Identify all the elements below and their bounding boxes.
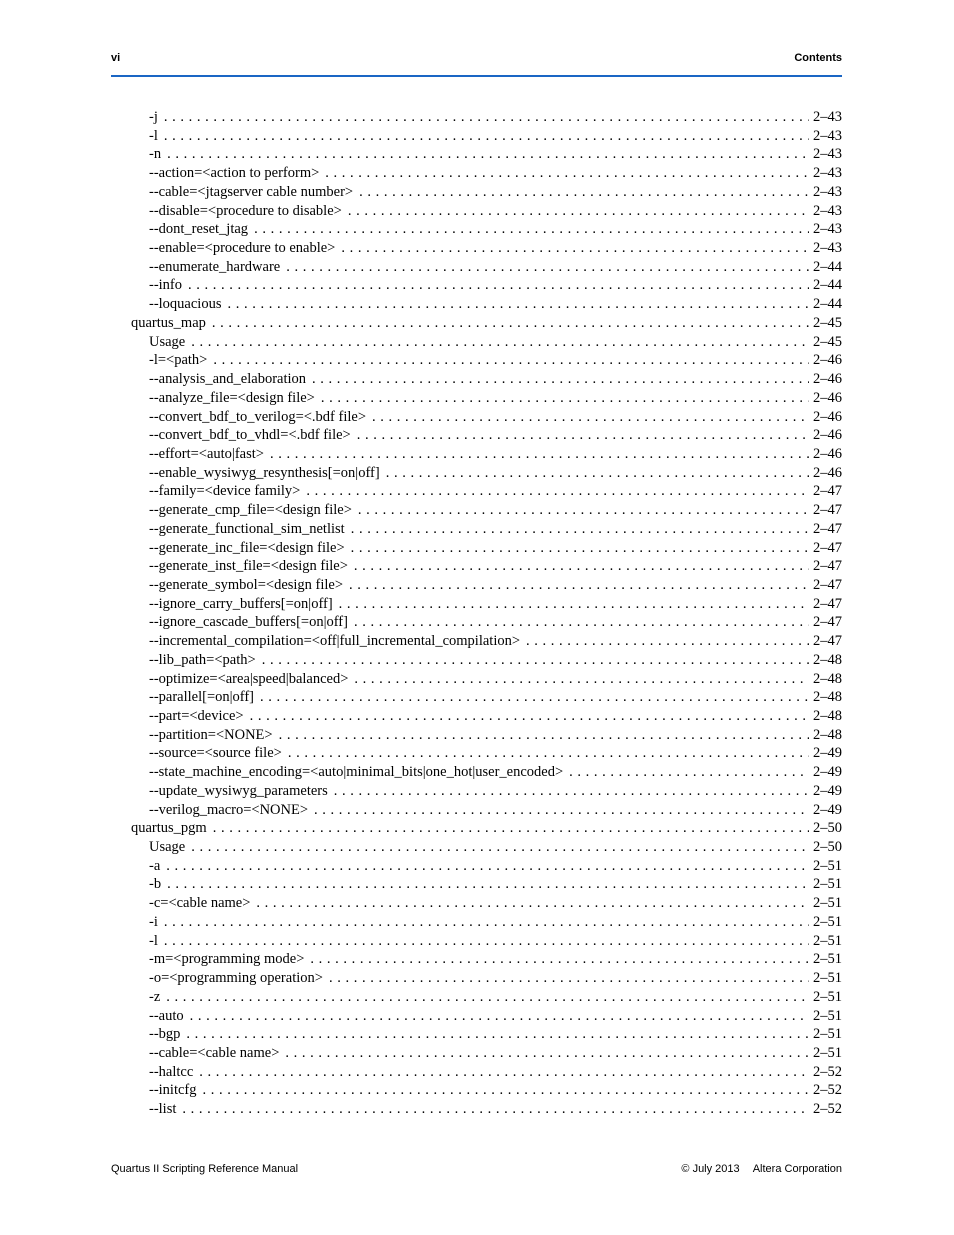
toc-entry-page: 2–43	[813, 221, 842, 238]
dot-leader	[213, 819, 809, 838]
section-title: Contents	[794, 52, 842, 64]
toc-entry[interactable]	[111, 295, 842, 314]
toc-entry-label: --parallel[=on|off]	[149, 689, 255, 706]
toc-entry-label: --ignore_cascade_buffers[=on|off]	[149, 614, 348, 631]
toc-entry-label: --part=<device>	[149, 708, 244, 724]
dot-leader	[254, 220, 809, 239]
dot-leader	[199, 1063, 809, 1082]
toc-entry[interactable]	[111, 426, 842, 445]
toc-entry-label: --cable=<jtagserver cable number>	[149, 183, 354, 200]
footer-date: © July 2013	[681, 1163, 740, 1175]
toc-entry[interactable]	[111, 726, 842, 745]
toc-entry-page: 2–43	[813, 146, 842, 163]
toc-entry-page: 2–48	[813, 726, 842, 743]
toc-entry-page: 2–43	[813, 183, 842, 200]
toc-entry-label: --optimize=<area|speed|balanced>	[149, 670, 349, 687]
toc-entry-label: --convert_bdf_to_vhdl=<.bdf file>	[149, 427, 351, 444]
toc-entry-label: --enable=<procedure to enable>	[149, 240, 336, 257]
toc-entry-page: 2–43	[813, 109, 842, 125]
toc-entry-label: --list	[149, 1101, 177, 1118]
toc-entry-label: quartus_map	[131, 314, 206, 331]
toc-entry-label: --analyze_file=<design file>	[149, 389, 315, 406]
toc-entry-label: --incremental_compilation=<off|full_incremental_compilation>	[149, 633, 521, 650]
toc-entry-label: -m=<programming mode>	[149, 951, 305, 968]
toc-entry-label: quartus_pgm	[131, 820, 207, 837]
toc-entry-page: 2–45	[813, 333, 842, 350]
toc-entry[interactable]	[111, 913, 842, 932]
toc-entry[interactable]	[111, 127, 842, 146]
toc-entry[interactable]	[111, 239, 842, 258]
dot-leader	[569, 763, 809, 782]
toc-entry[interactable]	[111, 202, 842, 221]
toc-entry-label: -z	[149, 988, 161, 1005]
dot-leader	[213, 351, 809, 370]
toc-entry[interactable]	[111, 670, 842, 689]
toc-entry[interactable]	[111, 557, 842, 576]
toc-entry-page: 2–46	[813, 389, 842, 406]
toc-entry-label: -i	[149, 913, 158, 930]
toc-entry-page: 2–49	[813, 801, 842, 818]
dot-leader	[372, 408, 809, 427]
toc-entry-label: -l=<path>	[149, 352, 208, 369]
toc-entry[interactable]	[111, 894, 842, 913]
toc-entry[interactable]	[111, 632, 842, 651]
toc-entry[interactable]	[111, 482, 842, 501]
toc-entry[interactable]	[111, 969, 842, 988]
toc-entry-label: --lib_path=<path>	[149, 651, 256, 668]
dot-leader	[270, 445, 809, 464]
toc-entry-label: Usage	[149, 839, 186, 856]
toc-entry-page: 2–47	[813, 633, 842, 650]
toc-entry-page: 2–44	[813, 258, 842, 275]
toc-entry[interactable]	[111, 819, 842, 838]
toc-entry-label: Usage	[149, 333, 186, 350]
toc-entry-label: --initcfg	[149, 1082, 197, 1099]
toc-entry-label: --analysis_and_elaboration	[149, 371, 307, 388]
toc-entry-label: -l	[149, 932, 158, 949]
toc-entry[interactable]	[111, 801, 842, 820]
dot-leader	[386, 464, 809, 483]
page-number: vi	[111, 52, 121, 64]
dot-leader	[250, 707, 809, 726]
toc-entry-label: --info	[149, 277, 183, 294]
dot-leader	[191, 333, 809, 352]
toc-entry[interactable]	[111, 988, 842, 1007]
toc-entry[interactable]	[111, 1007, 842, 1026]
toc-entry-page: 2–48	[813, 708, 842, 724]
toc-entry-page: 2–47	[813, 558, 842, 575]
manual-title: Quartus II Scripting Reference Manual	[111, 1163, 299, 1175]
toc-entry-page: 2–44	[813, 277, 842, 294]
toc-entry-label: -a	[149, 857, 161, 874]
toc-entry-label: --convert_bdf_to_verilog=<.bdf file>	[149, 408, 366, 425]
toc-entry[interactable]	[111, 1025, 842, 1044]
toc-entry[interactable]	[111, 501, 842, 520]
footer-meta	[681, 1163, 842, 1175]
dot-leader	[190, 1007, 809, 1026]
dot-leader	[312, 370, 809, 389]
dot-leader	[166, 988, 809, 1007]
toc-entry[interactable]	[111, 220, 842, 239]
toc-entry-page: 2–48	[813, 670, 842, 687]
toc-entry[interactable]	[111, 445, 842, 464]
toc-entry-label: --generate_functional_sim_netlist	[149, 520, 345, 537]
dot-leader	[191, 838, 809, 857]
toc-entry-page: 2–47	[813, 614, 842, 631]
toc-entry[interactable]	[111, 1100, 842, 1119]
dot-leader	[186, 1025, 809, 1044]
dot-leader	[182, 1100, 809, 1119]
toc-entry-page: 2–47	[813, 576, 842, 593]
toc-entry-label: --disable=<procedure to disable>	[149, 202, 342, 219]
toc-entry-label: -n	[149, 146, 162, 163]
toc-entry-page: 2–51	[813, 895, 842, 912]
toc-entry-page: 2–51	[813, 951, 842, 968]
dot-leader	[164, 108, 809, 127]
dot-leader	[329, 969, 809, 988]
toc-entry-page: 2–52	[813, 1063, 842, 1080]
toc-entry[interactable]	[111, 333, 842, 352]
toc-entry-page: 2–51	[813, 857, 842, 874]
toc-entry-label: --generate_cmp_file=<design file>	[149, 502, 352, 519]
toc-entry-label: --enable_wysiwyg_resynthesis[=on|off]	[149, 464, 380, 481]
dot-leader	[164, 932, 809, 951]
toc-entry-page: 2–46	[813, 464, 842, 481]
toc-entry-label: --family=<device family>	[149, 483, 301, 500]
dot-leader	[227, 295, 809, 314]
dot-leader	[351, 520, 809, 539]
toc-entry-page: 2–51	[813, 988, 842, 1005]
toc-entry-page: 2–51	[813, 970, 842, 987]
toc-entry-page: 2–47	[813, 595, 842, 612]
toc-entry-page: 2–46	[813, 445, 842, 462]
toc-entry-label: --haltcc	[149, 1063, 194, 1080]
toc-entry[interactable]	[111, 782, 842, 801]
dot-leader	[358, 501, 809, 520]
toc-entry[interactable]	[111, 276, 842, 295]
dot-leader	[262, 651, 809, 670]
dot-leader	[354, 557, 809, 576]
toc-entry-label: --dont_reset_jtag	[149, 221, 249, 238]
toc-entry-page: 2–50	[813, 820, 842, 837]
toc-entry-label: --cable=<cable name>	[149, 1044, 280, 1061]
dot-leader	[314, 801, 809, 820]
dot-leader	[351, 539, 809, 558]
dot-leader	[348, 202, 809, 221]
toc-entry-label: --bgp	[149, 1026, 181, 1043]
toc-entry-label: -c=<cable name>	[149, 895, 251, 912]
footer-company: Altera Corporation	[752, 1163, 842, 1175]
dot-leader	[310, 950, 809, 969]
toc-entry[interactable]	[111, 145, 842, 164]
dot-leader	[288, 744, 809, 763]
toc-entry-label: --loquacious	[149, 296, 222, 313]
toc-entry-label: --verilog_macro=<NONE>	[149, 801, 309, 818]
toc-entry-page: 2–43	[813, 240, 842, 257]
toc-entry[interactable]	[111, 314, 842, 333]
toc-entry-label: --source=<source file>	[149, 745, 282, 762]
dot-leader	[321, 389, 809, 408]
toc-entry[interactable]	[111, 950, 842, 969]
dot-leader	[167, 145, 809, 164]
toc-entry-page: 2–47	[813, 502, 842, 519]
toc-entry-page: 2–49	[813, 745, 842, 762]
toc-entry-page: 2–46	[813, 427, 842, 444]
toc-entry[interactable]	[111, 875, 842, 894]
toc-entry-page: 2–50	[813, 839, 842, 856]
toc-entry-page: 2–49	[813, 782, 842, 799]
dot-leader	[306, 482, 809, 501]
toc-entry[interactable]	[111, 183, 842, 202]
toc-entry-page: 2–51	[813, 1026, 842, 1043]
dot-leader	[359, 183, 809, 202]
toc-entry-page: 2–49	[813, 764, 842, 781]
toc-entry-page: 2–44	[813, 296, 842, 313]
toc-entry-label: --ignore_carry_buffers[=on|off]	[149, 595, 333, 612]
dot-leader	[325, 164, 809, 183]
toc-entry-page: 2–46	[813, 408, 842, 425]
dot-leader	[203, 1081, 809, 1100]
toc-entry[interactable]	[111, 108, 842, 127]
toc-entry[interactable]	[111, 370, 842, 389]
toc-entry[interactable]	[111, 613, 842, 632]
dot-leader	[279, 726, 809, 745]
dot-leader	[285, 1044, 809, 1063]
toc-entry-label: -b	[149, 876, 162, 893]
dot-leader	[526, 632, 809, 651]
toc-entry[interactable]	[111, 1081, 842, 1100]
toc-entry[interactable]	[111, 595, 842, 614]
header-rule	[111, 75, 842, 77]
dot-leader	[212, 314, 809, 333]
toc-entry-label: --generate_symbol=<design file>	[149, 576, 344, 593]
dot-leader	[256, 894, 809, 913]
dot-leader	[164, 127, 809, 146]
toc-entry-label: --generate_inst_file=<design file>	[149, 558, 348, 575]
toc-entry-page: 2–46	[813, 352, 842, 369]
toc-entry[interactable]	[111, 651, 842, 670]
toc-entry-page: 2–51	[813, 1007, 842, 1024]
toc-entry-label: --enumerate_hardware	[149, 258, 281, 275]
dot-leader	[339, 595, 809, 614]
toc-entry[interactable]	[111, 258, 842, 277]
toc-entry-label: -o=<programming operation>	[149, 970, 323, 987]
toc-entry-page: 2–52	[813, 1101, 842, 1118]
toc-entry-label: -j	[149, 109, 158, 125]
toc-entry[interactable]	[111, 763, 842, 782]
dot-leader	[167, 875, 809, 894]
toc-entry-label: -l	[149, 127, 158, 144]
toc-entry[interactable]	[111, 932, 842, 951]
toc-entry-label: --generate_inc_file=<design file>	[149, 539, 345, 556]
toc-entry-page: 2–43	[813, 165, 842, 182]
dot-leader	[286, 258, 809, 277]
table-of-contents	[111, 108, 842, 1119]
toc-entry-page: 2–43	[813, 202, 842, 219]
toc-entry-page: 2–47	[813, 520, 842, 537]
dot-leader	[341, 239, 809, 258]
dot-leader	[188, 276, 809, 295]
toc-entry[interactable]	[111, 464, 842, 483]
toc-entry[interactable]	[111, 1044, 842, 1063]
toc-entry[interactable]	[111, 164, 842, 183]
toc-entry-label: --auto	[149, 1007, 184, 1024]
toc-entry[interactable]	[111, 408, 842, 427]
toc-entry-label: --partition=<NONE>	[149, 726, 273, 743]
toc-entry-page: 2–47	[813, 539, 842, 556]
dot-leader	[354, 613, 809, 632]
toc-entry-page: 2–43	[813, 127, 842, 144]
toc-entry-label: --state_machine_encoding=<auto|minimal_bits|one_hot|user_encoded>	[149, 764, 564, 781]
toc-entry[interactable]	[111, 707, 842, 726]
toc-entry[interactable]	[111, 351, 842, 370]
toc-entry[interactable]	[111, 857, 842, 876]
toc-entry-label: --action=<action to perform>	[149, 165, 320, 182]
toc-entry-page: 2–47	[813, 483, 842, 500]
toc-entry-page: 2–48	[813, 651, 842, 668]
dot-leader	[357, 426, 809, 445]
toc-entry[interactable]	[111, 688, 842, 707]
toc-entry-page: 2–46	[813, 371, 842, 388]
toc-entry-page: 2–52	[813, 1082, 842, 1099]
toc-entry-page: 2–48	[813, 689, 842, 706]
dot-leader	[164, 913, 809, 932]
toc-entry-page: 2–51	[813, 1044, 842, 1061]
toc-entry[interactable]	[111, 576, 842, 595]
dot-leader	[354, 670, 809, 689]
dot-leader	[260, 688, 809, 707]
toc-entry-page: 2–45	[813, 314, 842, 331]
toc-entry[interactable]	[111, 1063, 842, 1082]
toc-entry[interactable]	[111, 838, 842, 857]
toc-entry-page: 2–51	[813, 876, 842, 893]
toc-entry-label: --update_wysiwyg_parameters	[149, 782, 328, 799]
dot-leader	[166, 857, 809, 876]
toc-entry[interactable]	[111, 520, 842, 539]
toc-entry-page: 2–51	[813, 913, 842, 930]
toc-entry[interactable]	[111, 539, 842, 558]
toc-entry[interactable]	[111, 744, 842, 763]
toc-entry-label: --effort=<auto|fast>	[149, 445, 264, 462]
toc-entry-page: 2–51	[813, 932, 842, 949]
toc-entry[interactable]	[111, 389, 842, 408]
dot-leader	[334, 782, 809, 801]
dot-leader	[349, 576, 809, 595]
